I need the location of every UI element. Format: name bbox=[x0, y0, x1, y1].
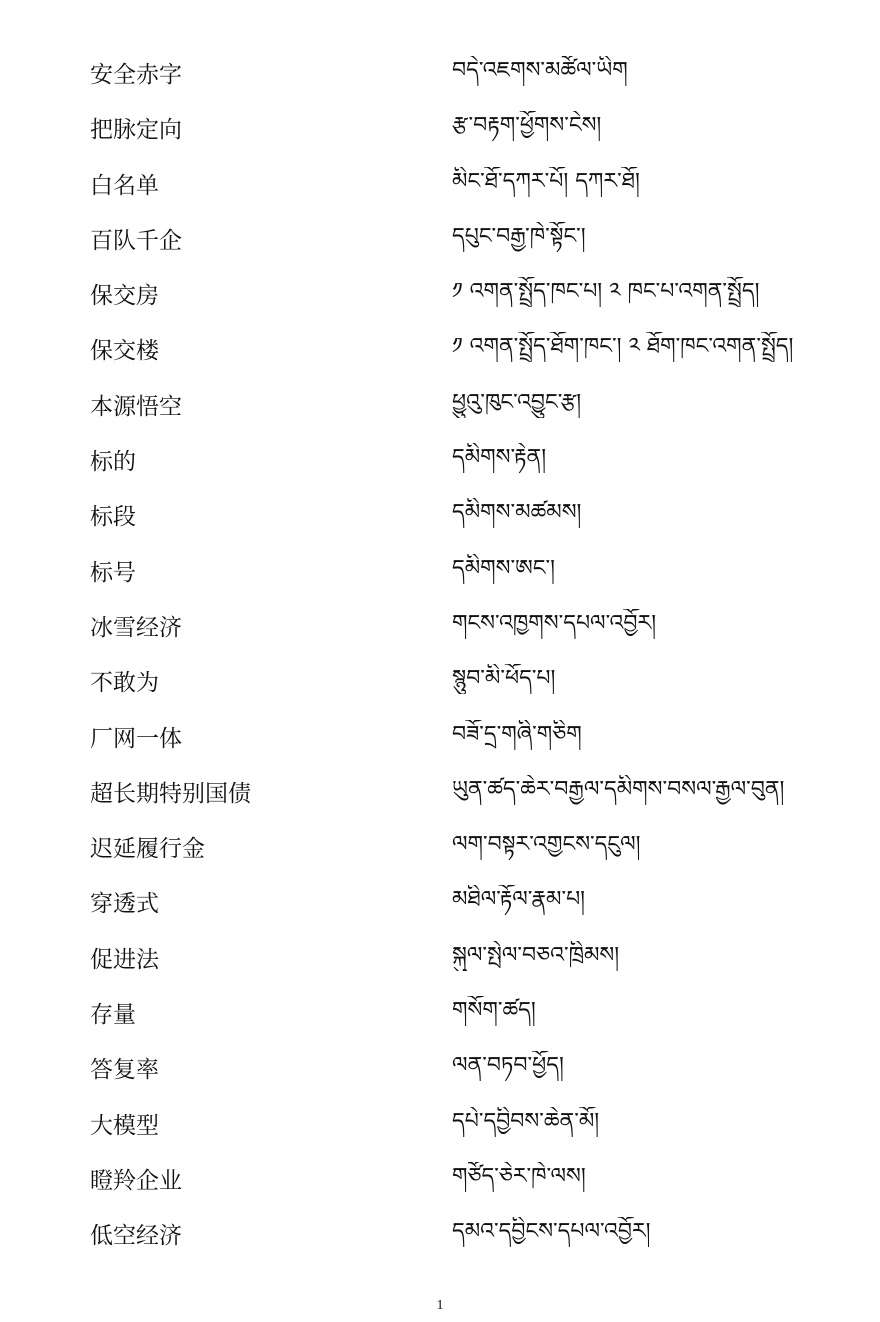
tibetan-translation: བཟོ་དྲ་གཞི་གཅིག bbox=[452, 721, 582, 747]
glossary-entry bbox=[0, 324, 880, 379]
tibetan-translation: ལན་བཏབ་ཕྱོད། bbox=[452, 1053, 564, 1079]
glossary-entry bbox=[0, 1099, 880, 1154]
glossary-entry bbox=[0, 214, 880, 269]
tibetan-translation: བདེ་འཇགས་མཚོལ་ཡིག bbox=[452, 58, 628, 83]
glossary-entry bbox=[0, 490, 880, 545]
glossary-entry bbox=[0, 712, 880, 767]
glossary-table bbox=[0, 48, 880, 1265]
tibetan-translation: ༡ འགན་སྤྲོད་ཁང་པ། ༢ ཁང་པ་འགན་སྤྲོད། bbox=[452, 279, 760, 305]
chinese-term: 白名单 bbox=[90, 172, 159, 199]
chinese-term: 超长期特别国债 bbox=[90, 780, 251, 807]
glossary-entry bbox=[0, 103, 880, 158]
glossary-entry bbox=[0, 877, 880, 932]
chinese-term: 低空经济 bbox=[90, 1223, 182, 1250]
chinese-term: 瞪羚企业 bbox=[90, 1167, 182, 1194]
glossary-entry bbox=[0, 656, 880, 711]
chinese-term: 百队千企 bbox=[90, 227, 182, 254]
glossary-entry bbox=[0, 1209, 880, 1264]
tibetan-translation: སྙུབ་མི་ཕོད་པ། bbox=[452, 666, 556, 692]
glossary-entry bbox=[0, 1043, 880, 1098]
tibetan-translation: དམིགས་མཚམས། bbox=[452, 500, 582, 526]
chinese-term: 保交房 bbox=[90, 283, 159, 310]
chinese-term: 存量 bbox=[90, 1002, 136, 1029]
tibetan-translation: ཡུན་ཚད་ཆེར་བརྒྱལ་དམིགས་བསལ་རྒྱལ་བུན། bbox=[452, 776, 785, 802]
chinese-term: 标的 bbox=[90, 449, 136, 476]
glossary-entry bbox=[0, 1154, 880, 1209]
glossary-entry bbox=[0, 933, 880, 988]
glossary-entry bbox=[0, 380, 880, 435]
chinese-term: 不敢为 bbox=[90, 670, 159, 697]
chinese-term: 标号 bbox=[90, 559, 136, 586]
chinese-term: 保交楼 bbox=[90, 338, 159, 365]
page-number: 1 bbox=[436, 1298, 444, 1313]
glossary-entry bbox=[0, 269, 880, 324]
glossary-entry bbox=[0, 601, 880, 656]
tibetan-translation: ཕྱུའུ་ཁུང་འབྱུང་རྩ། bbox=[452, 389, 582, 415]
tibetan-translation: ༡ འགན་སྤྲོད་ཐོག་ཁང་། ༢ ཐོག་ཁང་འགན་སྤྲོད། bbox=[452, 334, 794, 360]
chinese-term: 迟延履行金 bbox=[90, 836, 205, 863]
chinese-term: 标段 bbox=[90, 504, 136, 531]
glossary-entry bbox=[0, 546, 880, 601]
chinese-term: 促进法 bbox=[90, 946, 159, 973]
tibetan-translation: དམིགས་རྟེན། bbox=[452, 445, 547, 471]
tibetan-translation: མིང་ཐོ་དཀར་པོ། དཀར་ཐོ། bbox=[452, 168, 640, 194]
chinese-term: 把脉定向 bbox=[90, 117, 182, 144]
glossary-entry bbox=[0, 988, 880, 1043]
tibetan-translation: དམའ་དབྱིངས་དཔལ་འབྱོར། bbox=[452, 1219, 651, 1245]
chinese-term: 答复率 bbox=[90, 1057, 159, 1084]
chinese-term: 本源悟空 bbox=[90, 393, 182, 420]
glossary-entry bbox=[0, 435, 880, 490]
tibetan-translation: རྩ་བརྟག་ཕྱོགས་ངེས། bbox=[452, 113, 602, 139]
chinese-term: 安全赤字 bbox=[90, 62, 182, 88]
tibetan-translation: དཔུང་བརྒྱ་ཁེ་སྟོང་། bbox=[452, 223, 586, 249]
tibetan-translation: གསོག་ཚད། bbox=[452, 998, 536, 1024]
glossary-entry bbox=[0, 822, 880, 877]
chinese-term: 穿透式 bbox=[90, 891, 159, 918]
tibetan-translation: གཙོད་ཅེར་ཁེ་ལས། bbox=[452, 1163, 586, 1189]
tibetan-translation: མཐིལ་རྟོལ་རྣམ་པ། bbox=[452, 887, 586, 913]
tibetan-translation: དཔེ་དབྱིབས་ཆེན་མོ། bbox=[452, 1108, 600, 1134]
tibetan-translation: གངས་འཁྱགས་དཔལ་འབྱོར། bbox=[452, 610, 657, 636]
tibetan-translation: ལག་བསྟར་འགྱངས་དངུལ། bbox=[452, 832, 641, 858]
glossary-entry bbox=[0, 767, 880, 822]
chinese-term: 厂网一体 bbox=[90, 725, 182, 752]
chinese-term: 大模型 bbox=[90, 1112, 159, 1139]
glossary-entry bbox=[0, 159, 880, 214]
chinese-term: 冰雪经济 bbox=[90, 614, 182, 641]
tibetan-translation: དམིགས་ཨང་། bbox=[452, 555, 555, 581]
glossary-entry bbox=[0, 48, 880, 103]
tibetan-translation: སྐུལ་སྤེལ་བཅའ་ཁྲིམས། bbox=[452, 942, 620, 968]
